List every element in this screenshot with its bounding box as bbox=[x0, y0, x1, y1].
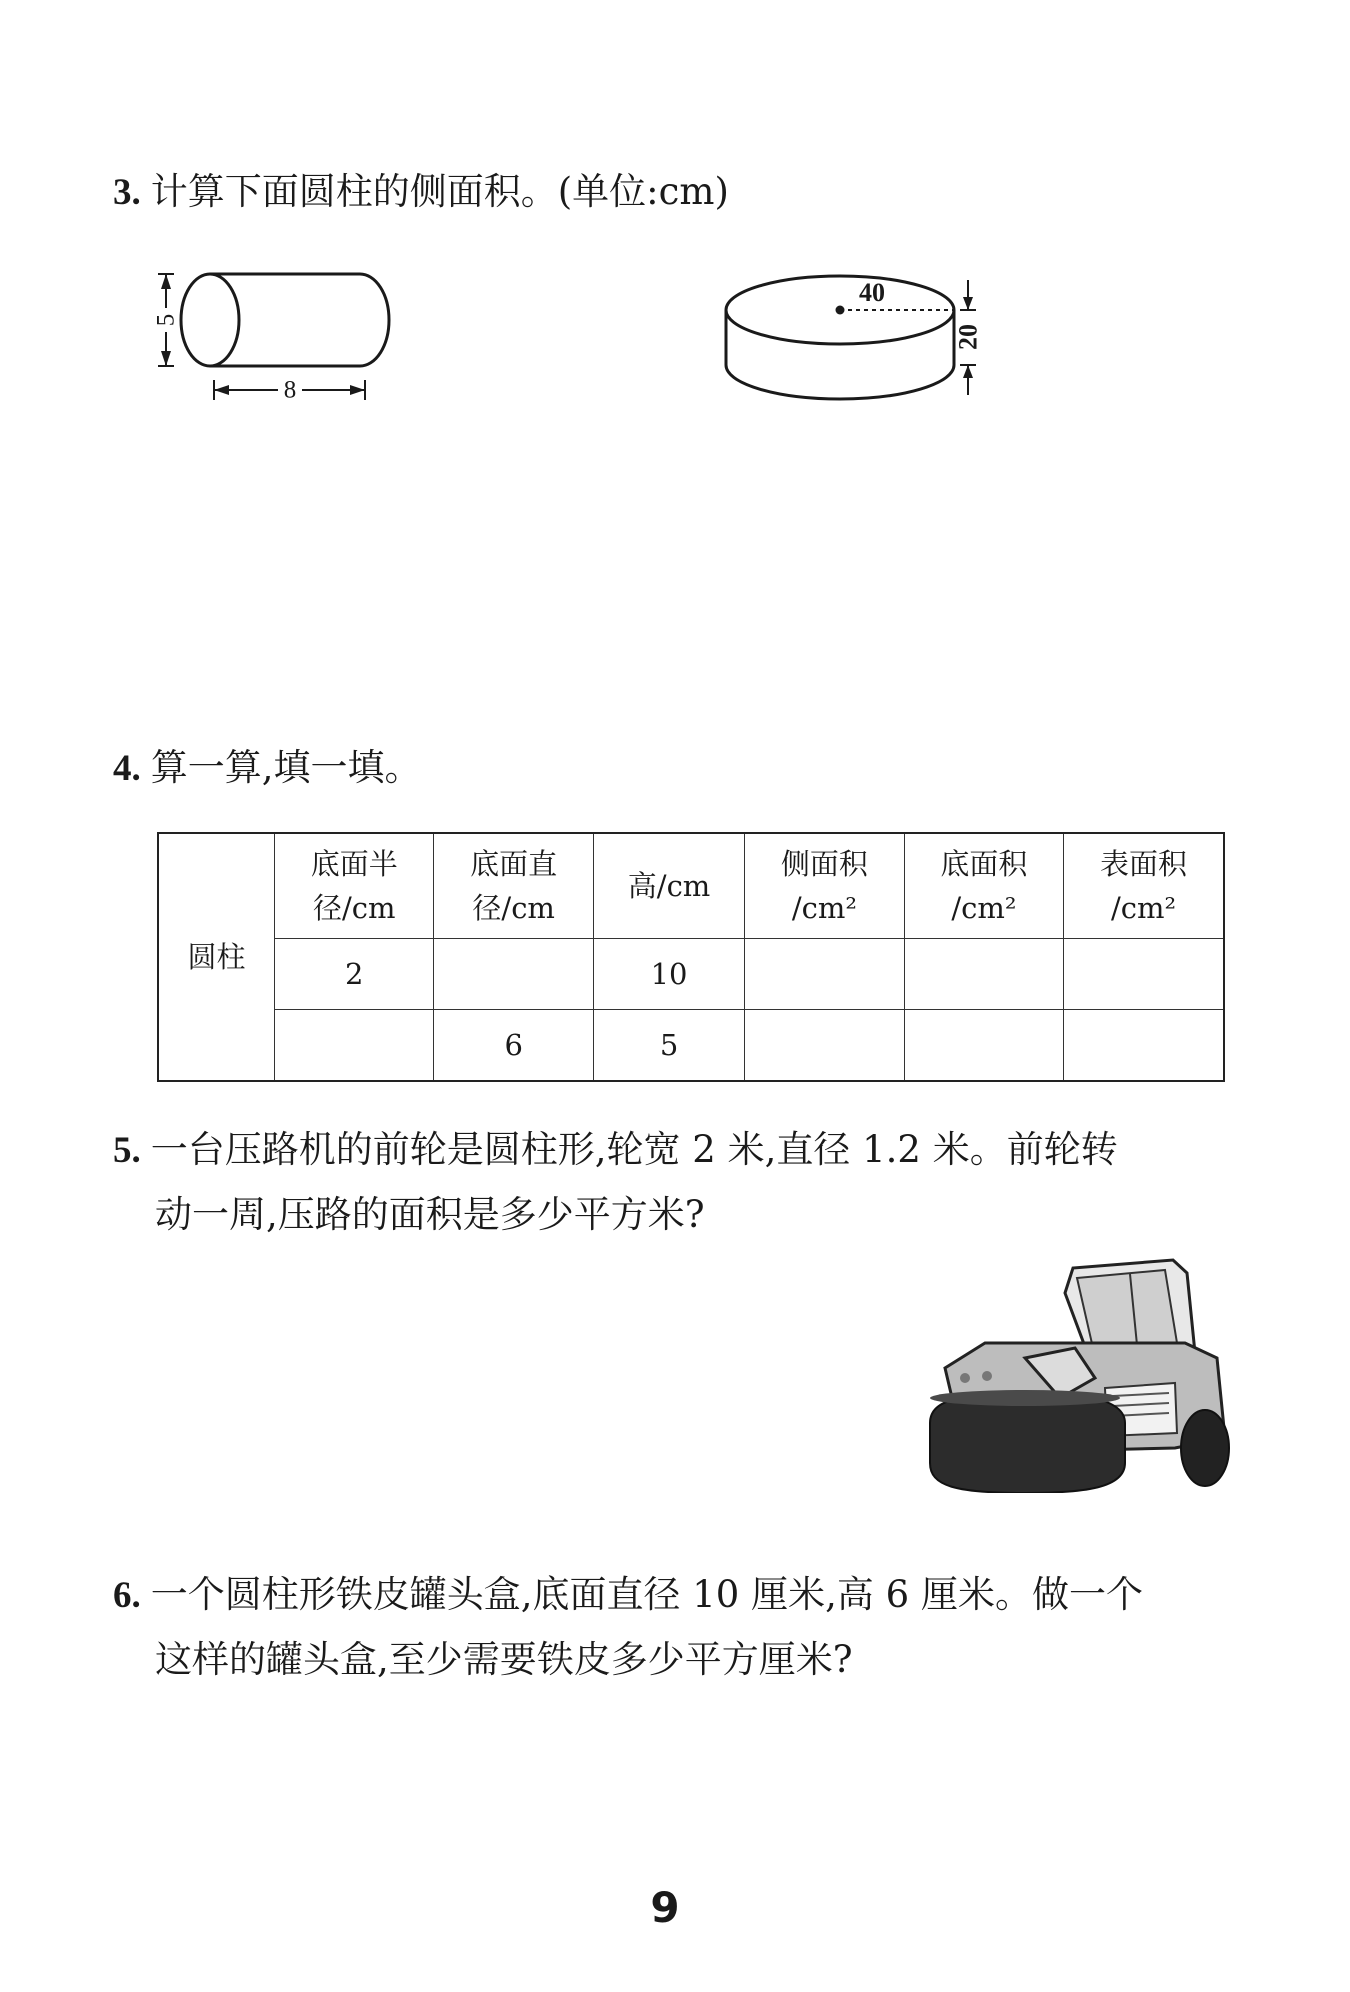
cylinder-length-label: 8 bbox=[283, 376, 297, 404]
table-cell: 2 bbox=[275, 939, 434, 1010]
table-cell: 5 bbox=[593, 1010, 744, 1082]
question-6-line-2: 这样的罐头盒,至少需要铁皮多少平方厘米? bbox=[155, 1638, 853, 1681]
table-cell-blank[interactable] bbox=[745, 939, 904, 1010]
table-cell-blank[interactable] bbox=[434, 939, 593, 1010]
horizontal-cylinder-figure bbox=[150, 265, 410, 415]
table-cell-blank[interactable] bbox=[745, 1010, 904, 1082]
cylinder-radius-label: 40 bbox=[859, 278, 885, 307]
table-cell-blank[interactable] bbox=[1064, 1010, 1224, 1082]
cylinder-height-label: 20 bbox=[953, 324, 983, 350]
table-cell-blank[interactable] bbox=[275, 1010, 434, 1082]
question-6-number: 6. bbox=[113, 1575, 141, 1616]
header-cell: 高/cm bbox=[593, 833, 744, 939]
question-4-number: 4. bbox=[113, 748, 141, 789]
table-cell: 10 bbox=[593, 939, 744, 1010]
header-cell: 底面直 径/cm bbox=[434, 833, 593, 939]
table-cell-blank[interactable] bbox=[1064, 939, 1224, 1010]
question-3-number: 3. bbox=[113, 172, 141, 213]
question-6-line-1: 一个圆柱形铁皮罐头盒,底面直径 10 厘米,高 6 厘米。做一个 bbox=[150, 1573, 1143, 1616]
table-cell-blank[interactable] bbox=[904, 939, 1063, 1010]
question-5 bbox=[113, 1118, 1233, 1247]
header-cell: 侧面积 /cm² bbox=[745, 833, 904, 939]
table-row bbox=[158, 1010, 1224, 1082]
table-row bbox=[158, 939, 1224, 1010]
cylinder-calculation-table bbox=[157, 832, 1225, 1082]
cylinder-height-label: 5 bbox=[152, 313, 180, 327]
header-cell: 底面半 径/cm bbox=[275, 833, 434, 939]
table-header-row bbox=[158, 833, 1224, 939]
header-cell: 表面积 /cm² bbox=[1064, 833, 1224, 939]
road-roller-image bbox=[925, 1248, 1230, 1493]
header-cell: 底面积 /cm² bbox=[904, 833, 1063, 939]
question-5-line-2: 动一周,压路的面积是多少平方米? bbox=[155, 1193, 705, 1236]
question-4-text: 算一算,填一填。 bbox=[150, 746, 422, 789]
question-6 bbox=[113, 1563, 1233, 1692]
question-3 bbox=[113, 160, 729, 225]
table-cell-blank[interactable] bbox=[904, 1010, 1063, 1082]
question-5-number: 5. bbox=[113, 1130, 141, 1171]
page-number: 9 bbox=[650, 1883, 680, 1932]
question-4 bbox=[113, 736, 422, 801]
flat-cylinder-figure bbox=[710, 265, 1010, 415]
question-5-line-1: 一台压路机的前轮是圆柱形,轮宽 2 米,直径 1.2 米。前轮转 bbox=[150, 1128, 1118, 1171]
row-label-cell: 圆柱 bbox=[158, 833, 275, 1081]
question-3-text: 计算下面圆柱的侧面积。(单位:cm) bbox=[150, 170, 729, 213]
table-cell: 6 bbox=[434, 1010, 593, 1082]
